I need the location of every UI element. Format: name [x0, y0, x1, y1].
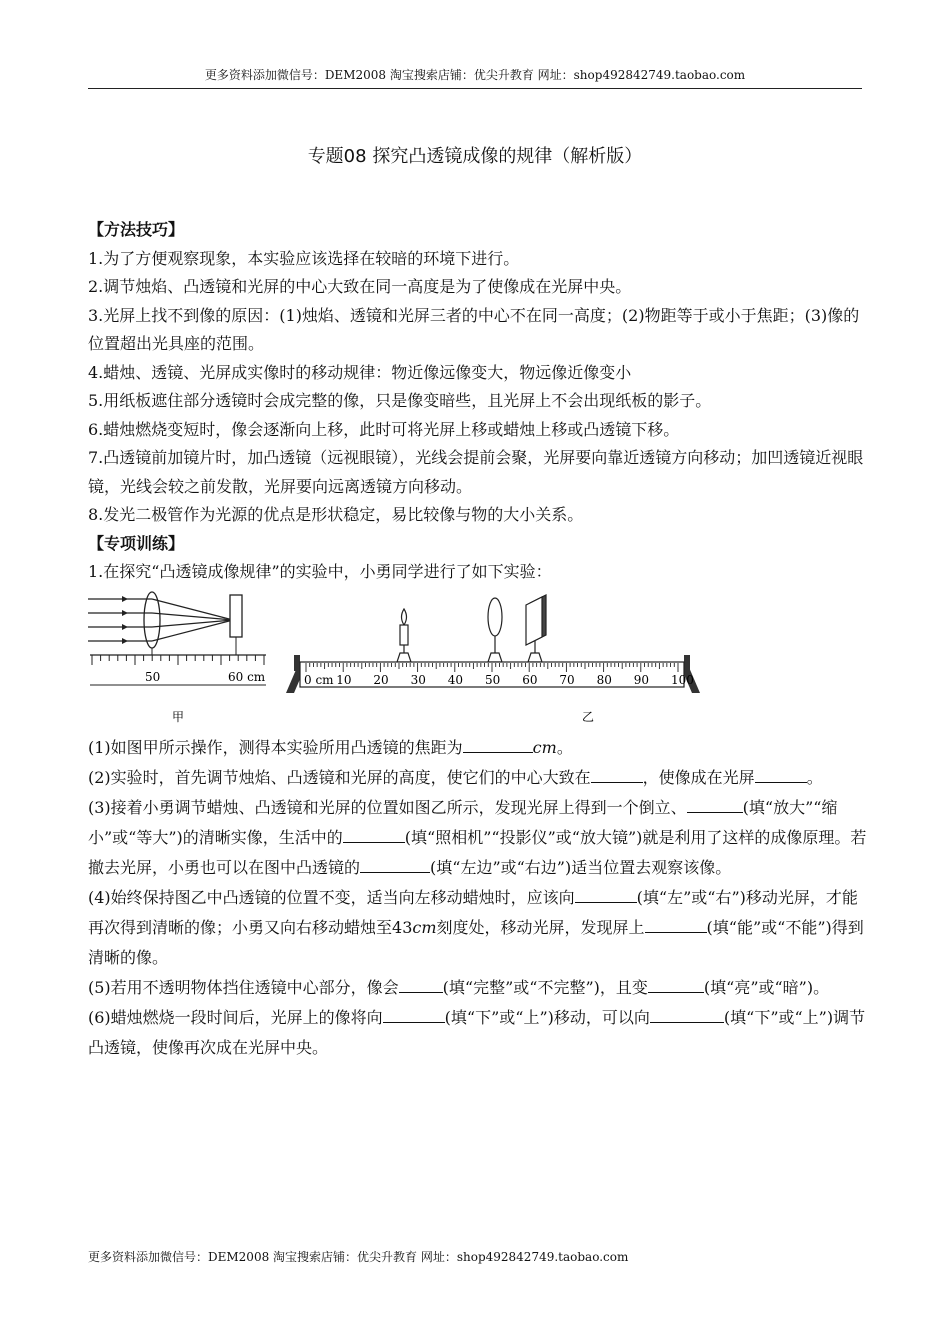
figure-yi	[278, 589, 718, 729]
answer-blank[interactable]	[360, 854, 378, 873]
sub4-unit: cm	[412, 917, 437, 937]
tip-item: 2.调节烛焰、凸透镜和光屏的中心大致在同一高度是为了使像成在光屏中央。	[88, 277, 632, 296]
sub4-text-c: 刻度处，移动光屏，发现屏上	[436, 917, 645, 937]
answer-blank[interactable]	[343, 824, 405, 843]
sub3-text-b: (填“放大”“缩小”或“等大”)的清晰实像，生活中的	[88, 797, 838, 847]
sub1-text-b: 。	[556, 737, 573, 757]
sub5-text-c: (填“亮”或“暗”)。	[703, 977, 830, 997]
sub1-text-a: (1)如图甲所示操作，测得本实验所用凸透镜的焦距为	[88, 737, 463, 757]
sub4-text-b: (填“左”或“右”)移动光屏，才能再次得到清晰的像；小勇又向右移动蜡烛至	[88, 887, 858, 937]
bench-tick-label: 30	[410, 672, 426, 687]
sub4-text-d: (填“能”或“不能”)得到清晰的像。	[88, 917, 864, 967]
tip-item: 8.发光二极管作为光源的优点是形状稳定，易比较像与物的大小关系。	[88, 505, 584, 524]
tip-item: 3.光屏上找不到像的原因：(1)烛焰、透镜和光屏三者的中心不在同一高度；(2)物距等于或小于焦距；(3)像的位置超出光具座的范围。	[88, 305, 860, 353]
sub5-text-b: (填“完整”或“不完整”)，且变	[442, 977, 648, 997]
answer-blank-cont[interactable]	[731, 794, 743, 813]
page-title: 专题08 探究凸透镜成像的规律（解析版）	[307, 146, 643, 167]
answer-blank-cont[interactable]	[712, 1004, 724, 1023]
tick-label-60cm: 60 cm	[228, 669, 266, 684]
answer-blank[interactable]	[645, 914, 707, 933]
tips-heading: 【方法技巧】	[88, 220, 185, 239]
answer-blank[interactable]	[575, 884, 637, 903]
convex-lens	[144, 592, 160, 648]
answer-blank[interactable]	[383, 1004, 445, 1023]
lens-on-bench	[488, 598, 502, 662]
bench-tick-label: 70	[559, 672, 575, 687]
screen-on-bench	[526, 595, 546, 662]
sub6-text-a: (6)蜡烛燃烧一段时间后，光屏上的像将向	[88, 1007, 383, 1027]
figure-label-jia: 甲	[172, 709, 185, 724]
sub4-number: 43	[392, 917, 413, 937]
candle	[397, 609, 411, 662]
sub3-text-a: (3)接着小勇调节蜡烛、凸透镜和光屏的位置如图乙所示，发现光屏上得到一个倒立、	[88, 797, 687, 817]
answer-blank[interactable]	[687, 794, 731, 813]
answer-blank[interactable]	[591, 764, 643, 783]
bench-tick-label: 80	[596, 672, 612, 687]
bench-tick-label: 10	[336, 672, 352, 687]
answer-blank-cont[interactable]	[692, 974, 704, 993]
sub4-text-a: (4)始终保持图乙中凸透镜的位置不变，适当向左移动蜡烛时，应该向	[88, 887, 575, 907]
sub-question-5	[88, 973, 868, 1003]
question-1-intro: 1.在探究“凸透镜成像规律”的实验中，小勇同学进行了如下实验：	[88, 562, 552, 581]
sub2-text-c: 。	[806, 767, 823, 787]
bench-tick-label: 60	[522, 672, 538, 687]
answer-blank[interactable]	[648, 974, 692, 993]
sub2-text-a: (2)实验时，首先调节烛焰、凸透镜和光屏的高度，使它们的中心大致在	[88, 767, 591, 787]
sub1-unit: cm	[532, 737, 557, 757]
tip-item: 6.蜡烛燃烧变短时，像会逐渐向上移，此时可将光屏上移或蜡烛上移或凸透镜下移。	[88, 419, 680, 439]
sub-question-1	[88, 733, 868, 763]
sub2-text-b: ，使像成在光屏	[642, 767, 755, 787]
figure-label-yi: 乙	[582, 709, 595, 724]
answer-blank[interactable]	[650, 1004, 712, 1023]
bench-tick-label: 20	[373, 672, 389, 687]
sub-question-6	[88, 1003, 868, 1063]
tick-label-50: 50	[145, 669, 161, 684]
sub3-text-c: (填“照相机”“投影仪”或“放大镜”)就是利用了这样的成像原理。若撤去光屏，小勇也可以在图中凸透镜的	[88, 827, 867, 877]
bench-tick-label: 50	[485, 672, 501, 687]
experiment-figures	[88, 589, 868, 729]
page-footer: 更多资料添加微信号：DEM2008 淘宝搜索店铺：优尖升教育 网址：shop492842749.taobao.com	[88, 1250, 629, 1264]
sub-question-3	[88, 793, 868, 883]
bench-tick-label: 100	[671, 672, 694, 687]
sub6-text-b: (填“下”或“上”)移动，可以向	[444, 1007, 650, 1027]
training-heading: 【专项训练】	[88, 533, 185, 553]
tip-item: 5.用纸板遮住部分透镜时会成完整的像，只是像变暗些，且光屏上不会出现纸板的影子。	[88, 391, 712, 410]
sub-question-2	[88, 763, 868, 793]
bench-tick-label: 90	[633, 672, 650, 687]
page-header: 更多资料添加微信号：DEM2008 淘宝搜索店铺：优尖升教育 网址：shop492842749.taobao.com	[88, 66, 862, 89]
answer-blank-cont[interactable]	[378, 854, 430, 873]
light-screen	[230, 595, 242, 637]
figure-jia	[88, 589, 278, 729]
sub5-text-a: (5)若用不透明物体挡住透镜中心部分，像会	[88, 977, 399, 997]
answer-blank[interactable]	[399, 974, 443, 993]
ruler-ticks	[92, 655, 264, 665]
answer-blank[interactable]	[755, 764, 807, 783]
sub6-text-c: (填“下”或“上”)调节凸透镜，使像再次成在光屏中央。	[88, 1007, 866, 1057]
document-body	[88, 216, 868, 1063]
bench-tick-label: 0 cm	[304, 672, 334, 687]
sub3-text-d: (填“左边”或“右边”)适当位置去观察该像。	[430, 857, 732, 877]
tip-item: 4.蜡烛、透镜、光屏成实像时的移动规律：物近像远像变大，物远像近像变小	[88, 362, 632, 382]
tip-item: 7.凸透镜前加镜片时，加凸透镜（远视眼镜），光线会提前会聚，光屏要向靠近透镜方向移动；加凹透镜近视眼镜，光线会较之前发散，光屏要向远离透镜方向移动。	[88, 448, 864, 496]
answer-blank[interactable]	[463, 734, 533, 753]
tip-item: 1.为了方便观察现象，本实验应该选择在较暗的环境下进行。	[88, 248, 520, 268]
sub-question-4	[88, 883, 868, 973]
bench-tick-label: 40	[447, 672, 464, 687]
